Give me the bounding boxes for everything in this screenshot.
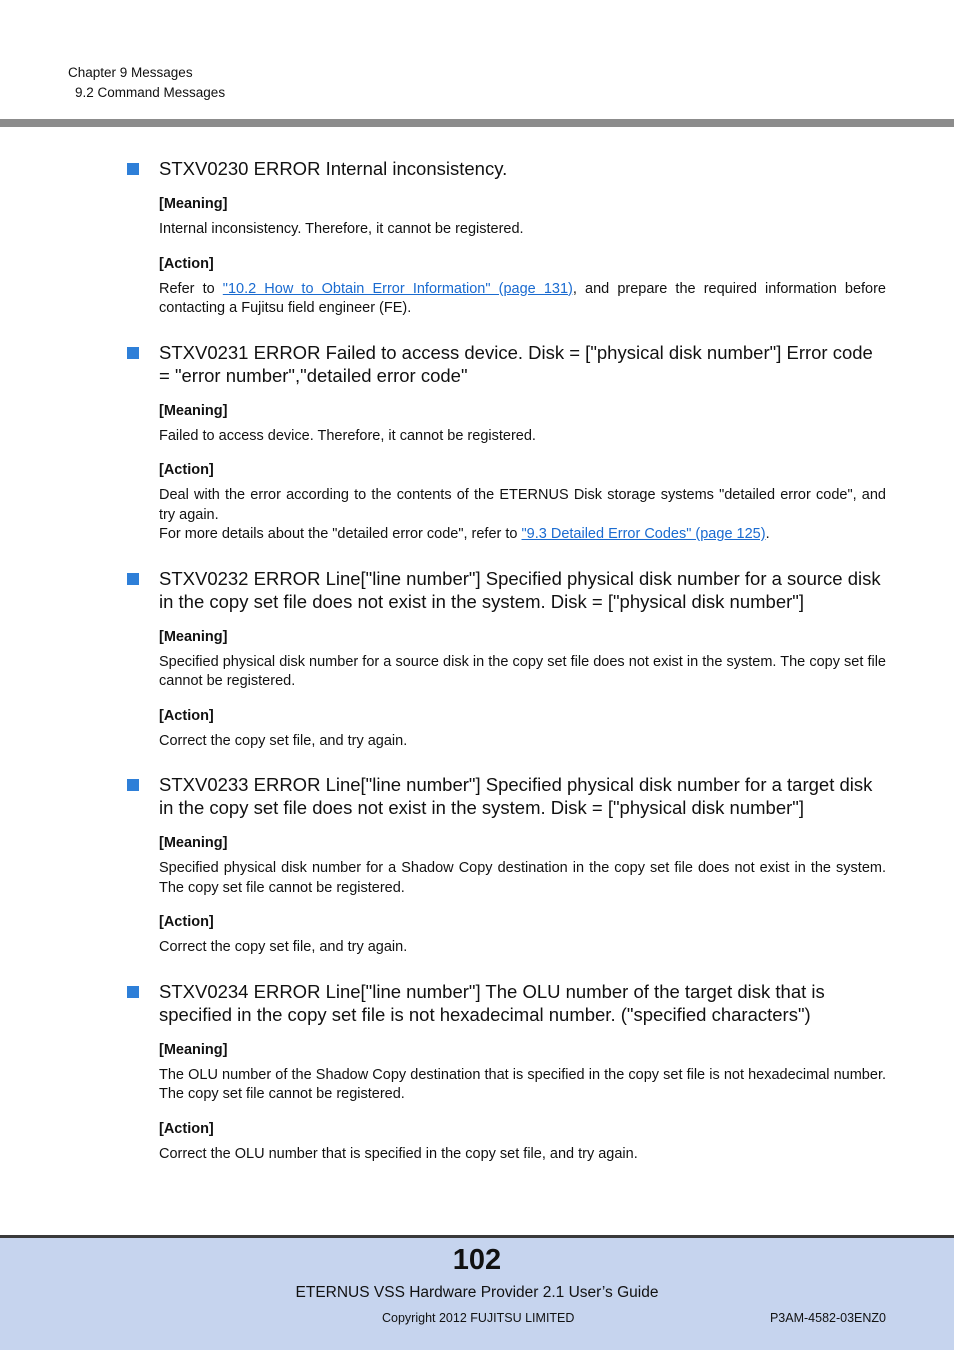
header-rule	[0, 119, 954, 127]
meaning-text: The OLU number of the Shadow Copy destination that is specified in the copy set file is not hexadecimal number. The copy set file cannot be registered.	[159, 1066, 886, 1102]
message-title	[127, 341, 886, 387]
action-text: Correct the OLU number that is specified in the copy set file, and try again.	[159, 1145, 638, 1162]
action-text-line1: Deal with the error according to the contents of the ETERNUS Disk storage systems "detailed error code", and try again.	[159, 487, 886, 523]
guide-title: ETERNUS VSS Hardware Provider 2.1 User’s Guide	[295, 1284, 659, 1301]
action-label: [Action]	[159, 255, 214, 272]
page-number: 102	[452, 1244, 502, 1276]
meaning-text: Failed to access device. Therefore, it cannot be registered.	[159, 427, 536, 444]
meaning-text: Internal inconsistency. Therefore, it cannot be registered.	[159, 221, 524, 237]
action-label: [Action]	[159, 707, 214, 724]
message-entry-stxv0230	[127, 157, 886, 319]
section-title: 9.2 Command Messages	[75, 85, 226, 100]
message-title	[127, 157, 886, 180]
running-header	[68, 63, 225, 103]
meaning-label: [Meaning]	[159, 835, 228, 851]
square-bullet-icon	[127, 573, 139, 585]
action-label: [Action]	[159, 914, 214, 930]
action-text-line2	[159, 525, 886, 545]
message-title-text: STXV0233 ERROR Line["line number"] Specified physical disk number for a target disk in the copy set file does not exist in the system. Disk = ["physical disk number"]	[159, 774, 873, 818]
meaning-text: Specified physical disk number for a source disk in the copy set file does not exist in the system. The copy set file cannot be registered.	[159, 653, 886, 689]
square-bullet-icon	[127, 986, 139, 998]
message-entry-stxv0231	[127, 341, 886, 545]
action-text: Correct the copy set file, and try again.	[159, 732, 408, 749]
message-title-text: STXV0230 ERROR Internal inconsistency.	[159, 158, 508, 179]
link-detailed-error-codes[interactable]: "9.3 Detailed Error Codes" (page 125)	[521, 526, 766, 542]
square-bullet-icon	[127, 347, 139, 359]
action-text-pre: Refer to	[159, 280, 223, 297]
message-entry-stxv0234	[127, 980, 886, 1165]
message-title	[127, 773, 886, 819]
action-text	[159, 486, 886, 545]
action-text: Correct the copy set file, and try again.	[159, 939, 408, 955]
square-bullet-icon	[127, 163, 139, 175]
document-code: P3AM-4582-03ENZ0	[769, 1311, 886, 1325]
meaning-text: Specified physical disk number for a Shadow Copy destination in the copy set file does not exist in the system. The copy set file cannot be registered.	[159, 860, 886, 896]
action-label: [Action]	[159, 462, 214, 478]
message-list	[127, 157, 886, 1186]
link-error-information[interactable]: "10.2 How to Obtain Error Information" (page 131)	[222, 280, 573, 297]
message-entry-stxv0233	[127, 773, 886, 958]
copyright: Copyright 2012 FUJITSU LIMITED	[382, 1311, 575, 1325]
message-title-text: STXV0234 ERROR Line["line number"] The OLU number of the target disk that is specified in the copy set file is not hexadecimal number. ("specified characters")	[159, 980, 825, 1025]
meaning-label: [Meaning]	[159, 628, 228, 645]
action-label: [Action]	[159, 1120, 214, 1137]
meaning-label: [Meaning]	[159, 1041, 228, 1058]
message-title	[127, 567, 886, 613]
action-text-pre: For more details about the "detailed error code", refer to	[159, 526, 522, 542]
chapter-title: Chapter 9 Messages	[68, 65, 193, 80]
message-title-text: STXV0232 ERROR Line["line number"] Specified physical disk number for a source disk in the copy set file does not exist in the system. Disk = ["physical disk number"]	[159, 567, 881, 612]
action-text	[159, 280, 886, 319]
message-entry-stxv0232	[127, 567, 886, 752]
meaning-label: [Meaning]	[159, 196, 228, 212]
page-footer	[0, 1235, 954, 1350]
message-title-text: STXV0231 ERROR Failed to access device. Disk = ["physical disk number"] Error code = "error number","detailed error code"	[159, 341, 873, 386]
message-title	[127, 980, 886, 1026]
meaning-label: [Meaning]	[159, 402, 228, 419]
action-text-post: .	[765, 526, 770, 542]
square-bullet-icon	[127, 779, 139, 791]
action-text-post: , and prepare the required information before contacting a Fujitsu field engineer (FE).	[159, 280, 886, 316]
